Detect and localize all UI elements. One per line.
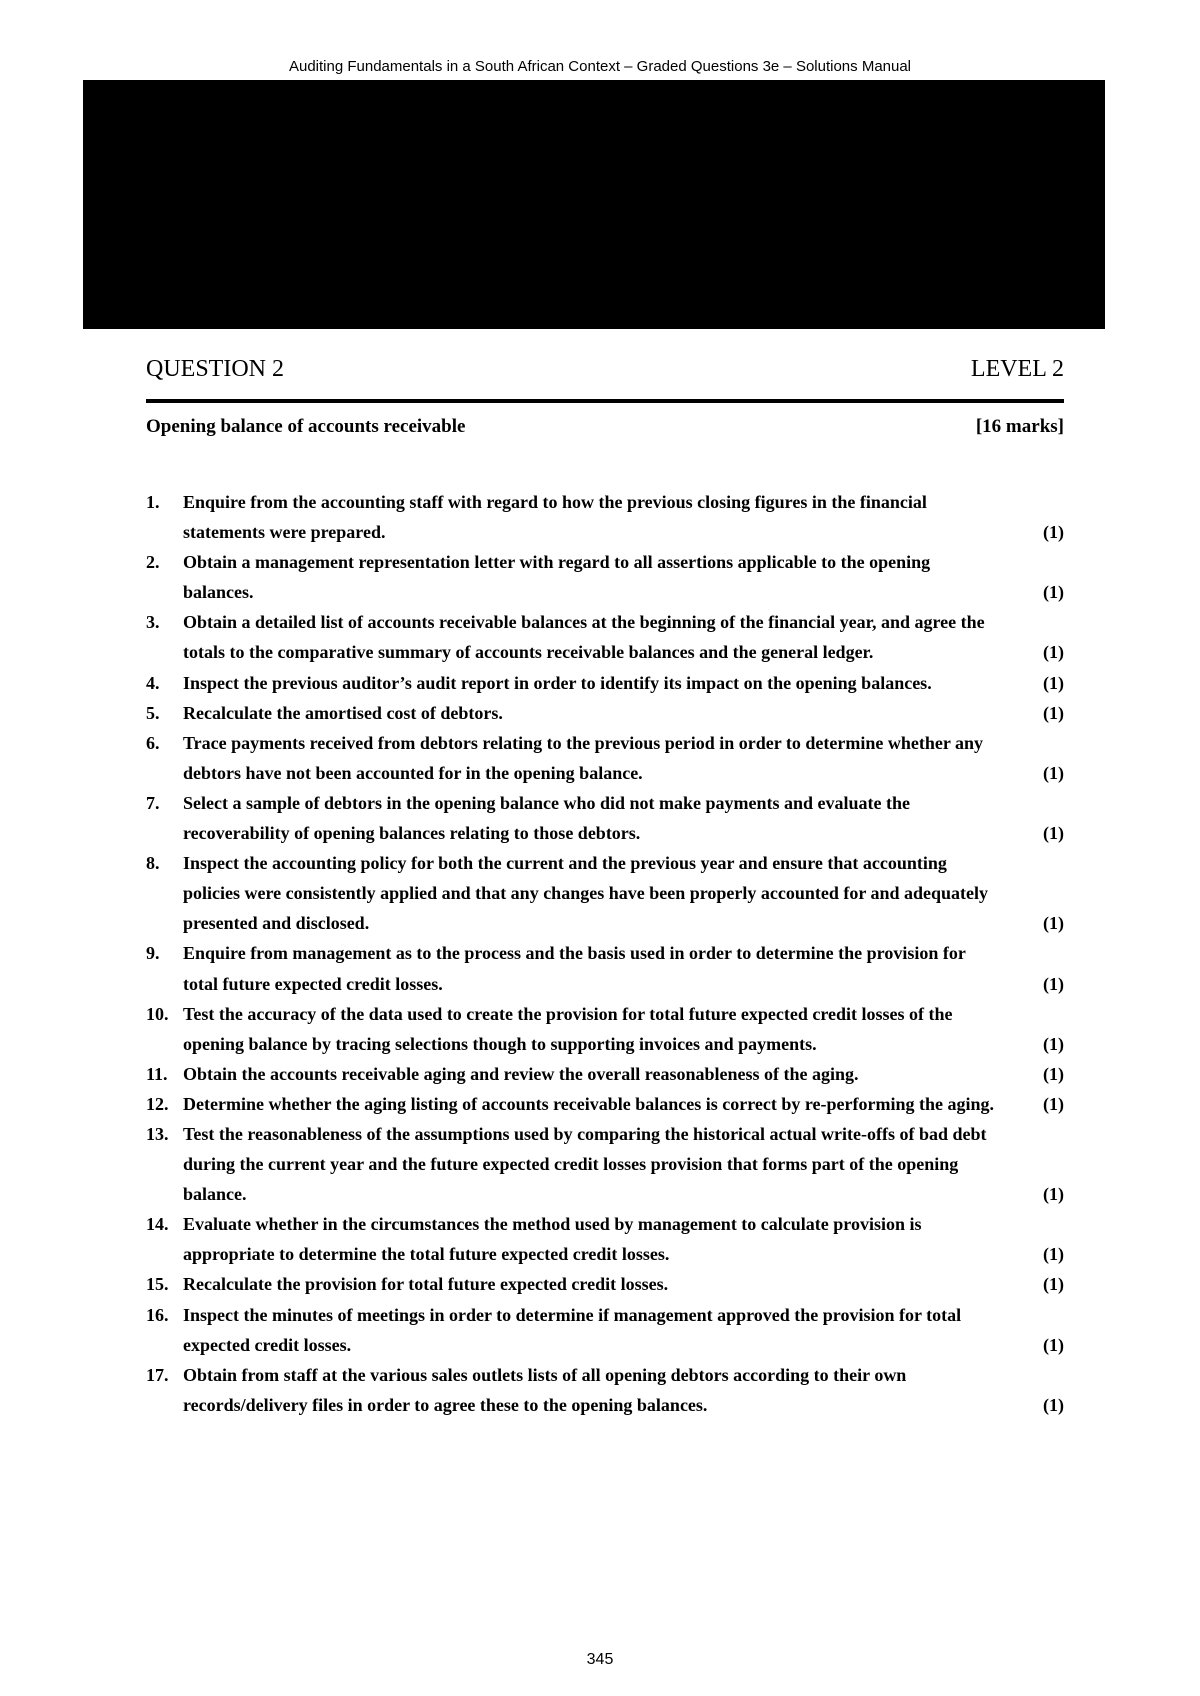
redacted-block xyxy=(83,80,1105,329)
item-text: Obtain from staff at the various sales outlets lists of all opening debtors according to their own records/delivery files in order to agree these to the opening balances. xyxy=(183,1364,907,1415)
item-number: 10. xyxy=(146,1003,169,1024)
list-item xyxy=(146,1089,1064,1119)
list-item xyxy=(146,1360,1064,1420)
list-item xyxy=(146,999,1064,1059)
item-text: Inspect the accounting policy for both the current and the previous year and ensure that accounting policies were consistently applied and that any changes have been properly accounted for and adequately presented and disclosed. xyxy=(183,853,989,934)
item-mark: (1) xyxy=(1043,913,1064,934)
item-text: Select a sample of debtors in the opening balance who did not make payments and evaluate the recoverability of opening balances relating to those debtors. xyxy=(183,792,911,844)
list-item xyxy=(146,728,1064,788)
list-item xyxy=(146,1059,1064,1089)
item-mark: (1) xyxy=(1043,1274,1064,1295)
item-number: 11. xyxy=(146,1063,168,1084)
item-mark: (1) xyxy=(1043,823,1064,844)
item-text: Obtain a management representation letter with regard to all assertions applicable to the opening balances. xyxy=(183,552,931,603)
item-text: Inspect the previous auditor’s audit report in order to identify its impact on the opening balances. xyxy=(183,672,932,693)
item-mark: (1) xyxy=(1043,522,1064,543)
heading-rule xyxy=(146,399,1064,403)
list-item xyxy=(146,938,1064,998)
item-mark: (1) xyxy=(1043,1334,1064,1355)
list-item xyxy=(146,698,1064,728)
item-mark: (1) xyxy=(1043,582,1064,603)
item-number: 15. xyxy=(146,1274,169,1295)
item-text: Inspect the minutes of meetings in order to determine if management approved the provision for total expected credit losses. xyxy=(183,1304,962,1355)
item-number: 5. xyxy=(146,702,160,723)
list-item xyxy=(146,1269,1064,1299)
item-number: 12. xyxy=(146,1093,169,1114)
item-number: 8. xyxy=(146,853,160,874)
item-text: Evaluate whether in the circumstances the method used by management to calculate provision is appropriate to determine the total future expected credit losses. xyxy=(183,1214,922,1265)
item-text: Test the accuracy of the data used to create the provision for total future expected credit losses of the opening balance by tracing selections though to supporting invoices and payments. xyxy=(183,1003,953,1054)
item-number: 14. xyxy=(146,1214,169,1235)
running-header: Auditing Fundamentals in a South African Context – Graded Questions 3e – Solutions Manual xyxy=(288,58,912,75)
item-text: Enquire from the accounting staff with regard to how the previous closing figures in the financial statements were prepared. xyxy=(183,492,927,543)
question-subject: Opening balance of accounts receivable xyxy=(146,416,466,437)
list-item xyxy=(146,1300,1064,1360)
list-item xyxy=(146,1209,1064,1269)
list-item xyxy=(146,487,1064,547)
item-number: 2. xyxy=(146,552,160,573)
item-number: 17. xyxy=(146,1364,169,1385)
question-label: QUESTION 2 xyxy=(146,356,284,382)
item-number: 1. xyxy=(146,492,160,512)
item-text: Recalculate the provision for total future expected credit losses. xyxy=(183,1274,669,1295)
item-number: 16. xyxy=(146,1304,169,1325)
list-item xyxy=(146,547,1064,607)
item-text: Test the reasonableness of the assumptions used by comparing the historical actual write-offs of bad debt during the current year and the future expected credit losses provision that forms part of the opening balance. xyxy=(183,1123,987,1205)
answer-list xyxy=(146,487,1064,1420)
question-level: LEVEL 2 xyxy=(970,356,1064,382)
item-number: 7. xyxy=(146,792,160,813)
item-number: 3. xyxy=(146,612,160,633)
page-number: 345 xyxy=(586,1651,614,1668)
item-number: 9. xyxy=(146,943,160,964)
question-subject-row xyxy=(146,416,1064,438)
item-number: 13. xyxy=(146,1123,169,1144)
item-text: Determine whether the aging listing of accounts receivable balances is correct by re-performing the aging. xyxy=(183,1093,995,1114)
list-item xyxy=(146,1119,1064,1209)
item-number: 4. xyxy=(146,672,160,693)
item-mark: (1) xyxy=(1043,672,1064,693)
item-mark: (1) xyxy=(1043,1244,1064,1265)
list-item xyxy=(146,848,1064,938)
item-text: Obtain a detailed list of accounts receivable balances at the beginning of the financial year, and agree the totals to the comparative summary of accounts receivable balances and the general ledger. xyxy=(183,612,985,663)
list-item xyxy=(146,668,1064,698)
item-mark: (1) xyxy=(1043,1184,1064,1205)
item-mark: (1) xyxy=(1043,762,1064,783)
item-mark: (1) xyxy=(1043,1063,1064,1084)
item-mark: (1) xyxy=(1043,642,1064,663)
list-item xyxy=(146,788,1064,848)
item-text: Enquire from management as to the process and the basis used in order to determine the provision for total future expected credit losses. xyxy=(183,943,966,994)
item-mark: (1) xyxy=(1043,1033,1064,1054)
item-mark: (1) xyxy=(1043,702,1064,723)
question-heading xyxy=(146,356,1064,383)
question-marks: [16 marks] xyxy=(975,416,1064,437)
item-number: 6. xyxy=(146,732,160,753)
list-item xyxy=(146,607,1064,667)
item-mark: (1) xyxy=(1043,1093,1064,1114)
item-text: Recalculate the amortised cost of debtors. xyxy=(183,702,503,723)
item-text: Trace payments received from debtors relating to the previous period in order to determine whether any debtors have not been accounted for in the opening balance. xyxy=(183,732,984,783)
item-text: Obtain the accounts receivable aging and review the overall reasonableness of the aging. xyxy=(183,1063,859,1084)
item-mark: (1) xyxy=(1043,1394,1064,1415)
item-mark: (1) xyxy=(1043,973,1064,994)
